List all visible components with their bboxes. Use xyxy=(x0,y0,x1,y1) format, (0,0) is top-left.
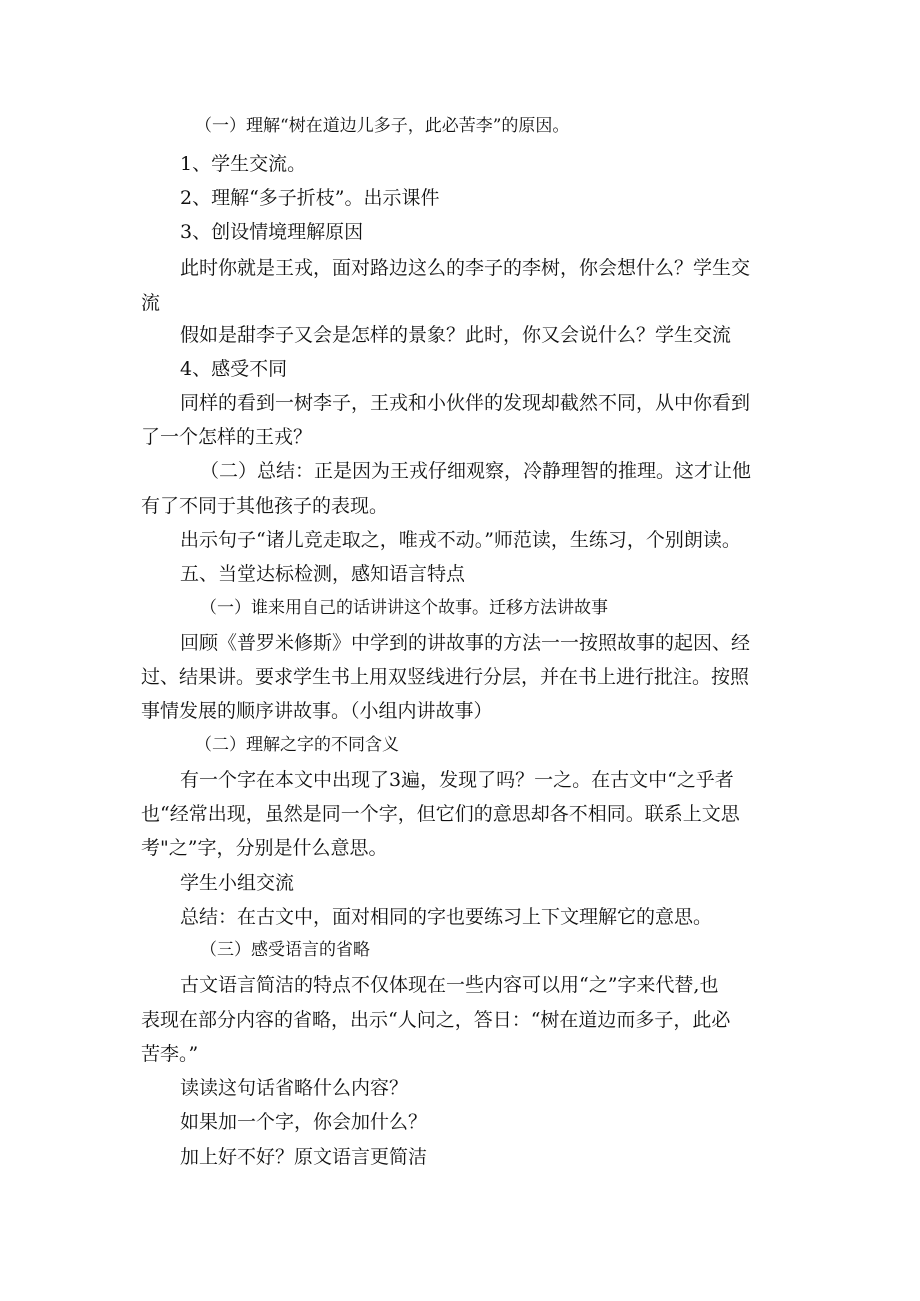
paragraph-line: 有一个字在本文中出现了3遍，发现了吗？一之。在古文中“之乎者 xyxy=(180,769,734,791)
paragraph-line: 总结：在古文中，面对相同的字也要练习上下文理解它的意思。 xyxy=(180,906,713,928)
subheading-omission: （三）感受语言的省略 xyxy=(200,940,370,960)
subheading-summary: （二）总结：正是因为王戎仔细观察，冷静理智的推理。这才让他 xyxy=(200,460,752,482)
paragraph-line: 有了不同于其他孩子的表现。 xyxy=(141,495,389,517)
paragraph-line: 同样的看到一树李子，王戎和小伙伴的发现却截然不同，从中你看到 xyxy=(180,392,751,414)
paragraph-line: 1、学生交流。 xyxy=(180,153,307,175)
paragraph-line: 古文语言简洁的特点不仅体现在一些内容可以用“之”字来代替,也 xyxy=(180,974,719,996)
paragraph-line: 事情发展的顺序讲故事。（小组内讲故事） xyxy=(141,700,493,722)
paragraph-line: 加上好不好？原文语言更简洁 xyxy=(180,1146,428,1168)
paragraph-line: 了一个怎样的王戎？ xyxy=(141,426,313,448)
paragraph-line: 学生小组交流 xyxy=(180,872,295,894)
paragraph-line: 回顾《普罗米修斯》中学到的讲故事的方法一一按照故事的起因、经 xyxy=(180,632,751,654)
paragraph-line: 3、创设情境理解原因 xyxy=(180,221,364,243)
paragraph-line: 也“经常出现，虽然是同一个字，但它们的意思却各不相同。联系上文思 xyxy=(141,803,740,825)
paragraph-line: 苦李。” xyxy=(141,1043,199,1065)
subheading-zhi-meaning: （二）理解之字的不同含义 xyxy=(195,735,399,755)
paragraph-line: 4、感受不同 xyxy=(180,358,288,380)
paragraph-line: 读读这句话省略什么内容？ xyxy=(180,1077,409,1099)
paragraph-line: 假如是甜李子又会是怎样的景象？此时，你又会说什么？学生交流 xyxy=(180,324,732,346)
paragraph-line: 表现在部分内容的省略，出示“人问之，答日：“树在道边而多子，此必 xyxy=(141,1009,731,1031)
paragraph-line: 2、理解“多子折枝”。出示课件 xyxy=(180,187,440,209)
paragraph-line: 考"之”字，分别是什么意思。 xyxy=(141,837,388,859)
paragraph-line: 出示句子“诸儿竞走取之，唯戎不动。”师范读，生练习，个别朗读。 xyxy=(180,529,741,551)
paragraph-line: 此时你就是王戎，面对路边这么的李子的李树，你会想什么？学生交 xyxy=(180,257,751,279)
paragraph-line: 过、结果讲。要求学生书上用双竖线进行分层，并在书上进行批注。按照 xyxy=(141,666,750,688)
section-heading: 五、当堂达标检测，感知语言特点 xyxy=(180,563,466,585)
subheading-retell-story: （一）谁来用自己的话讲讲这个故事。迁移方法讲故事 xyxy=(200,598,608,618)
paragraph-line: 流 xyxy=(141,292,161,314)
subheading-understand-reason: （一）理解“树在道边儿多子，此必苦李”的原因。 xyxy=(195,116,570,136)
paragraph-line: 如果加一个字，你会加什么？ xyxy=(180,1111,428,1133)
